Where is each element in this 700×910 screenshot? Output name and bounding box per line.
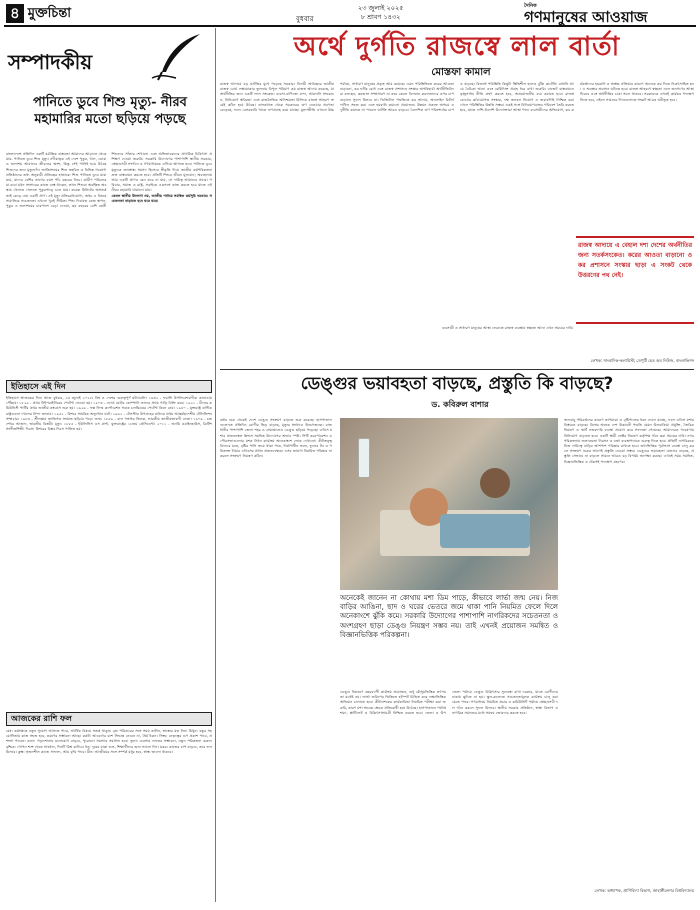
hospital-photo	[340, 418, 558, 590]
brand-small: দৈনিক	[524, 3, 537, 9]
column-divider	[215, 28, 216, 902]
history-heading: ইতিহাসে এই দিন	[6, 380, 212, 393]
main-article-author: মোস্তফা কামাল	[431, 67, 491, 78]
header-rule	[4, 25, 696, 27]
horoscope-body: মেষ: কর্মক্ষেত্রে নতুন সুযোগ আসতে পারে, আর্থিক বিষয়ে সতর্ক থাকুন। বৃষ: পরিবারের সঙ্গে সময় কাটান, স্বাস্থ্যের যত্ন নিন। মিথুন: বন্ধুর সহযোগিতায় কাজ সহজ হবে, ভ্রমণের সম্ভাবনা আছে। কর্কট: আবেগের বশে সিদ্ধান্ত নেবেন না, ধৈর্য ধরুন। সিংহ: নেতৃত্বের গুণ প্রকাশ পাবে, প্রশংসা পাবেন। কন্যা: পড়াশোনায় মনোযোগ বাড়বে, পুরোনো সমস্যার সমাধান হবে। তুলা: ব্যবসায় লাভের সম্ভাবনা, নতুন পরিকল্পনা করুন। বৃশ্চিক: গোপন শত্রু থেকে সাবধান, দিনটি মিশ্র কাটবে। ধনু: দূরের যাত্রা শুভ, শিক্ষার্থীদের জন্য ভালো দিন। মকর: কাজের চাপ বাড়বে, তবে ফল মিলবে। কুম্ভ: সৃজনশীল কাজে সাফল্য, আয় বৃদ্ধি পাবে। মীন: আত্মীয়ের সঙ্গে সম্পর্ক মধুর হবে, স্বাস্থ্য ভালো থাকবে।	[6, 729, 212, 754]
main-article-body: রাজস্ব আদায়ে বড় ঘাটতির মুখে পড়েছে সরকার। বিদায়ী অর্থবছরে জাতীয় রাজস্ব বোর্ড লক্ষ্যমাত্রার তুলনায় বিপুল পরিমাণ কম রাজস্ব আদায় করেছে, যা অর্থনীতির জন্য একটি লাল সংকেত। ব্যবসা-বাণিজ্যে মন্দা, আমদানি সংকোচন, বিনিয়োগ স্থবিরতা এবং রাজনৈতিক অনিশ্চয়তা মিলিয়ে রাজস্ব আহরণ ক্রমেই কঠিন হয়ে উঠছে। ব্যাংকখাত থেকে সরকারের ঋণ নেওয়ার প্রবণতা বেড়েছে, ফলে বেসরকারি খাতে ঋণপ্রবাহ কমে যাচ্ছে। মূল্যস্ফীতি এখনো উচ্চপর্যায়ে, সাধারণ মানুষের প্রকৃত আয় কমেছে। এমন পরিস্থিতিতে করের আওতা বাড়ানো, কর ফাঁকি রোধ এবং রাজস্ব প্রশাসনে সংস্কার অপরিহার্য। অর্থনীতিবিদরা বলছেন, করজাল সম্প্রসারণ না করে কেবল বিদ্যমান করদাতাদের ওপর চাপ বাড়ালে সুফল মিলবে না। ডিজিটাল পদ্ধতিতে কর আদায়, অনলাইন রিটার্ন দাখিল সহজ করা এবং হয়রানি কমানো প্রয়োজন। উন্নয়ন প্রকল্পে অপচয় ও দুর্নীতি কমাতে না পারলে ঘাটতি আরও বাড়বে। বৈদেশিক ঋণ পরিশোধের চাপও বাড়ছে। রিজার্ভ পরিস্থিতি কিছুটা স্থিতিশীল হলেও ঝুঁকি কাটেনি। রপ্তানি আয়ে বৈচিত্র্য আনা এবং রেমিট্যান্স প্রবাহ ধরে রাখা জরুরি। বাজেট বাস্তবায়নে কৃচ্ছ্রসাধন নীতি গ্রহণ করতে হবে, অপ্রয়োজনীয় ব্যয় কমাতে হবে। রাজস্ব বোর্ডের কাঠামোগত সংস্কার, দক্ষ জনবল নিয়োগ ও জবাবদিহি নিশ্চিত করা গেলে পরিস্থিতির উন্নতি সম্ভব। একই সঙ্গে বিনিয়োগবান্ধব পরিবেশ তৈরি করতে হবে, যাতে দেশি-বিদেশি উদ্যোক্তারা আস্থা পান। ব্যবসায়ীদের অভিযোগ, কর কর্মকর্তাদের হয়রানি ও অস্বচ্ছ প্রক্রিয়ার কারণে অনেকে কর দিতে নিরুৎসাহিত হন। এ অবস্থার অবসান ঘটাতে হবে। রাজস্ব আহরণে স্বচ্ছতা এলে জনগণের আস্থা ফিরবে এবং অর্থনীতির চাকা সচল থাকবে। সরকারকে এখনই কার্যকর পদক্ষেপ নিতে হবে, নইলে সামনের দিনগুলোতে সংকট আরও ঘনীভূত হবে।	[220, 82, 694, 113]
main-article-title: অর্থে দুর্গতি রাজস্বে লাল বার্তা	[293, 32, 621, 62]
dengue-article-signature: লেখক: অধ্যাপক, প্রাণিবিদ্যা বিভাগ, জাহাঙ্গীরনগর বিশ্ববিদ্যালয়	[594, 888, 694, 893]
dengue-intro: অনেকেই জানেন না কোথায় মশা ডিম পাড়ে, কীভাবে লার্ভা জন্ম নেয়। নিজ বাড়ির আঙিনা, ছাদ ও ঘরের ভেতরে জমে থাকা পানি নিয়মিত ফেলে দিলে অনেকাংশে ঝুঁকি কমে। সরকারি উদ্যোগের পাশাপাশি নাগরিকদের সচেতনতা ও অংশগ্রহণ ছাড়া ডেঙ্গু নিয়ন্ত্রণ সম্ভব নয়। তাই এখনই প্রয়োজন সমন্বিত ও বিজ্ঞানভিত্তিক পরিকল্পনা।	[340, 594, 558, 639]
date-english: ২৩ জুলাই ২০২৫	[358, 4, 404, 12]
brand-name: গণমানুষের আওয়াজ	[524, 8, 648, 26]
newspaper-logo	[524, 3, 647, 25]
main-article-tail: ব্যবসায়ী ও সাধারণ মানুষের আস্থা ফেরাতে রাজস্ব ব্যবস্থায় স্বচ্ছতা আনা এখন সময়ের দাবি।	[442, 326, 574, 330]
quill-icon	[150, 32, 204, 82]
saline-bottle	[358, 438, 370, 478]
history-body: ইতিহাসে আজকের দিন। আজ বুধবার, ২৩ জুলাই ২০২৫। বিশ্ব ও দেশের গুরুত্বপূর্ণ ঘটনাবলি। ১৬৩২ - ফরাসি উপনিবেশবাদীরা কানাডায় পৌঁছায়। ১৮২৯ - প্রথম টাইপরাইটারের পেটেন্ট নেওয়া হয়। ১৯০৩ - ফোর্ড মোটর কোম্পানি তাদের প্রথম গাড়ি বিক্রি করে। ১৯২১ - চীনের কমিউনিস্ট পার্টির প্রথম জাতীয় কংগ্রেস শুরু হয়। ১৯২৬ - ফক্স ফিল্ম কর্পোরেশন সবাক চলচ্চিত্রের পেটেন্ট কিনে নেয়। ১৯৪০ - যুক্তরাষ্ট্র বাল্টিক রাষ্ট্রগুলো দখলের নিন্দা জানায়। ১৯৫২ - মিশরে সামরিক অভ্যুত্থান ঘটে। ১৯৬২ - টেলস্টার উপগ্রহের মাধ্যমে প্রথম আন্তর্মহাদেশীয় টেলিভিশন সম্প্রচার। ১৯৮৩ - শ্রীলঙ্কায় জাতিগত সংঘাত ছড়িয়ে পড়ে। জন্ম: ১৮৫৬ - বাল গঙ্গাধর তিলক, ভারতীয় জাতীয়তাবাদী নেতা। ১৯০৬ - চন্দ্রশেখর আজাদ, ভারতীয় বিপ্লবী। মৃত্যু: ১৮৮৫ - ইউলিসিস এস গ্রান্ট, যুক্তরাষ্ট্রের ১৮তম প্রেসিডেন্ট। ২০১১ - অ্যামি ওয়াইনহাউস, ব্রিটিশ সংগীতশিল্পী। দিবস: মিশরের বিপ্লব দিবস পালিত হয়।	[6, 396, 212, 432]
page-number: ৪	[6, 4, 24, 23]
editorial-body	[6, 152, 212, 374]
attendant-figure	[480, 468, 510, 498]
editorial-headline: পানিতে ডুবে শিশু মৃত্যু- নীরব মহামারির মতো ছড়িয়ে পড়ছে	[33, 95, 187, 127]
blanket-shape	[440, 514, 530, 548]
page-marker	[6, 4, 71, 23]
horoscope-heading: আজকের রাশি ফল	[6, 712, 212, 726]
section-rule	[220, 369, 694, 370]
date-bangla: ৮ শ্রাবণ ১৪৩২	[361, 13, 401, 21]
dengue-column-4: জলবায়ু পরিবর্তনের কারণে তাপমাত্রা ও বৃষ্টিপাতের ধরন বদলে যাচ্ছে, ফলে এডিস মশার বিস্তারও বাড়ছে। বিশ্বের অনেক দেশ উদ্ভাবনী পদ্ধতি যেমন উলবাকিয়া প্রযুক্তি, জৈবিক নিয়ন্ত্রণ ও স্মার্ট নজরদারি ব্যবস্থা প্রয়োগ করে সফলতা পেয়েছে। আমাদেরও গবেষণায় বিনিয়োগ বাড়াতে হবে। একটি স্থায়ী ভেক্টর নিয়ন্ত্রণ কর্তৃপক্ষ গঠন করা সময়ের দাবি। নগর পরিকল্পনায় জলাবদ্ধতা নিরসন ও বর্জ্য ব্যবস্থাপনাকে গুরুত্ব দিতে হবে। প্রতিটি নাগরিককে নিজ দায়িত্বে বাড়ির আশপাশ পরিষ্কার রাখতে হবে। তথ্যভিত্তিক পূর্বাভাস ব্যবস্থা চালু করলে সংক্রমণ শুরুর আগেই প্রস্তুতি নেওয়া সম্ভব। ডেঙ্গুর ভয়াবহতা যেভাবে বাড়ছে, প্রস্তুতি সেভাবে না বাড়লে সামনে আরও বড় বিপর্যয় অপেক্ষা করছে। এখনই সময় সমন্বিত, বিজ্ঞানভিত্তিক ও টেকসই পদক্ষেপ গ্রহণের।	[564, 418, 694, 464]
editorial-text: বাংলাদেশে প্রতিদিন একটি মর্মান্তিক বাস্তবতা আমাদের আড়ালে থেকে যায়- পানিতে ডুবে শিশু মৃত্যু। নদীমাতৃক এই দেশে পুকুর, খাল, ডোবা ও জলাশয় আমাদের জীবনের অংশ, কিন্তু সেই পানিই হয়ে উঠছে শিশুদের জন্য মৃত্যুফাঁদ। জাতিসংঘের শিশু তহবিল ও বিভিন্ন গবেষণা প্রতিষ্ঠানের তথ্য অনুযায়ী প্রতিবছর হাজারো শিশু পানিতে ডুবে মারা যায়, যাদের বেশির ভাগের বয়স পাঁচ বছরের নিচে। গ্রামীণ পরিবারে মা-বাবা যখন সংসারের কাজে ব্যস্ত থাকেন, তখন শিশুরা অরক্ষিত অবস্থায় খেলতে খেলতে পুকুরপাড়ে চলে যায়। কয়েক মিনিটের অসতর্কতাই কেড়ে নেয় একটি প্রাণ। এই মৃত্যু প্রতিরোধযোগ্য, অথচ এ বিষয়ে সামাজিক সচেতনতা এখনো খুবই সীমিত। শিশু দিবাযত্ন কেন্দ্র স্থাপন, পুকুর ও জলাশয়ের চারপাশে বেড়া দেওয়া, ছয় বছরের বেশি বয়সী শিশুদের সাঁতার শেখানো এবং অভিভাবকদের প্রাথমিক চিকিৎসা প্রশিক্ষণ দেওয়া জরুরি। সরকারি উদ্যোগের পাশাপাশি স্থানীয় সরকার, স্বেচ্ছাসেবী সংগঠন ও গণমাধ্যমকে এগিয়ে আসতে হবে। পানিতে ডুবে মৃত্যুকে জনস্বাস্থ্য সমস্যা হিসেবে স্বীকৃতি দিয়ে জাতীয় কর্মপরিকল্পনা দ্রুত বাস্তবায়ন করতে হবে। প্রতিটি শিশুর জীবন মূল্যবান; অবহেলায় আর একটি প্রাণও যেন ঝরে না যায়, সে দায়িত্ব আমাদের সবার। পরিবার, সমাজ ও রাষ্ট্র- সবাইকে একসঙ্গে কাজ করতে হবে যাতে এই নীরব মহামারি থামানো যায়।	[6, 152, 212, 209]
dengue-column-1: বর্ষার শুরু থেকেই দেশে ডেঙ্গু সংক্রমণ বাড়তে শুরু করেছে। হাসপাতালগুলোতে প্রতিদিন রোগীর ভিড় বাড়ছে, মৃত্যুর সংখ্যাও উদ্বেগজনক। রাজধানীর পাশাপাশি জেলা শহর ও গ্রামাঞ্চলেও ডেঙ্গু ছড়িয়ে পড়েছে। এডিস মশার প্রজননস্থল ধ্বংসে সমন্বিত উদ্যোগের অভাব স্পষ্ট। সিটি করপোরেশন ও পৌরসভাগুলোর মশক নিধন কার্যক্রম অনেকাংশে লোক দেখানো। কীটতত্ত্ববিদদের মতে, বৃষ্টির পানি জমে থাকা পাত্র, নির্মাণাধীন ভবন, ফুলের টব ও পরিত্যক্ত টায়ার এডিসের প্রধান প্রজননক্ষেত্র। এসব জায়গা নিয়মিত পরিষ্কার না করলে সংক্রমণ নিয়ন্ত্রণ কঠিন।	[220, 418, 332, 459]
dengue-middle-columns: ডেঙ্গু নিয়ন্ত্রণে বছরব্যাপী কার্যক্রম প্রয়োজন, শুধু মৌসুমভিত্তিক তৎপরতা যথেষ্ট নয়। লার্ভা জরিপের ভিত্তিতে হটস্পট চিহ্নিত করে লক্ষ্যভিত্তিক অভিযান চালাতে হবে। কীটনাশকের কার্যকারিতা নিয়মিত পরীক্ষা করা জরুরি, কারণ মশা অনেক ক্ষেত্রে প্রতিরোধী হয়ে উঠেছে। হাসপাতালে পর্যাপ্ত শয্যা, প্লাটিলেট ও চিকিৎসাসামগ্রী নিশ্চিত করতে হবে। জেলা ও উপজেলা পর্যায়ে ডেঙ্গু চিকিৎসার সুব্যবস্থা রাখা দরকার, যাতে রোগীদের ঢাকায় ছুটতে না হয়। স্কুল-কলেজে সচেতনতামূলক কার্যক্রম চালু করা যেতে পারে। গণমাধ্যমে নিয়মিত প্রচার ও কমিউনিটি পর্যায়ে স্বেচ্ছাসেবী দল গঠন করলে সুফল মিলবে। স্থানীয় সরকার প্রতিষ্ঠান, স্বাস্থ্য বিভাগ ও নাগরিক সমাজের মধ্যে সমন্বয় জোরদার করতে হবে।	[340, 690, 558, 715]
pull-quote: রাজস্ব আদায়ে এ বেহাল দশা দেশের অর্থনীতির জন্য সতর্কসংকেত। করের আওতা বাড়ানো ও কর প্রশাসনে সংস্কার ছাড়া এ সংকট থেকে উত্তরণের পথ নেই।	[576, 236, 694, 324]
editorial-box-text: কেবল স্থানীয় উদ্যোগ নয়, জাতীয় পর্যায়ে সমন্বিত কর্মসূচি দরকার। সচেতনতা বাড়াতে হবে ঘরে ঘরে।	[111, 193, 212, 203]
dengue-article-author: ড. কবিরুল বাশার	[431, 400, 489, 409]
editorial-label: সম্পাদকীয়	[8, 50, 93, 74]
dengue-article-title: ডেঙ্গুর ভয়াবহতা বাড়ছে, প্রস্তুতি কি বাড়ছে?	[300, 374, 614, 394]
weekday: বুধবার	[296, 15, 314, 23]
issue-dates	[358, 4, 403, 22]
main-article-signature: লেখক: সাংবাদিক-কলামিস্ট; ডেপুটি হেড অব নিউজ, বাংলাভিশন	[590, 358, 694, 363]
section-name: মুক্তচিন্তা	[27, 6, 72, 21]
